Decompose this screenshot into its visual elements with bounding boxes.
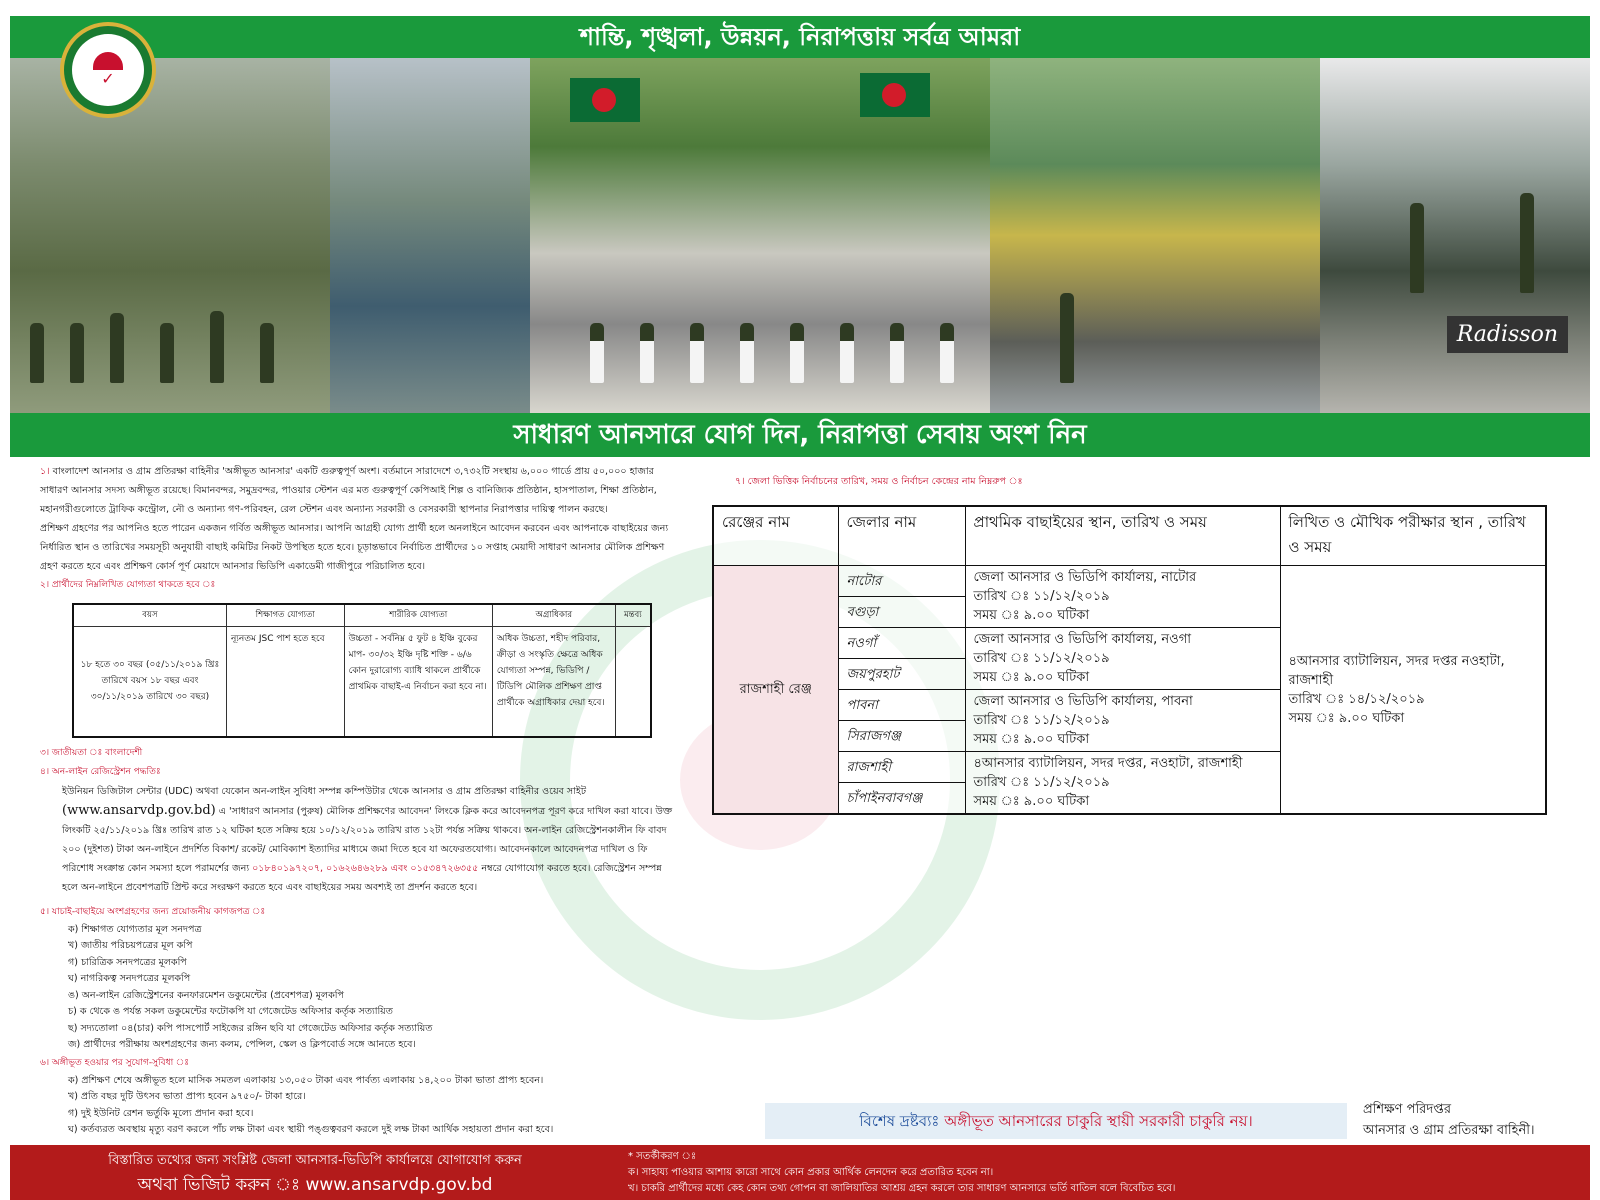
photo-collage (10, 58, 1590, 413)
section-4-line-1: ইউনিয়ন ডিজিটাল সেন্টার (UDC) অথবা যেকোন অন-লাইন সুবিধা সম্পন্ন কম্পিউটার থেকে আনসার ও গ্রাম প্রতিরক্ষা বাহিনীর ওয়েব সাইট (62, 785, 587, 797)
section-1-text-2: প্রশিক্ষণ গ্রহণের পর আপনিও হতে পারেন একজন গর্বিত অঙ্গীভূত আনসার। আপনি আগ্রহী যোগ্য প্রার্থী হলে অনলাইনে আবেদন করবেন এবং আপনাকে বাছাইয়ের জন্য নির্ধারিত স্থান ও তারিখের সময়সূচী অনুযায়ী বাছাই কমিটির নিকট উপস্থিত হতে হবে। চূড়ান্তভাবে নির্বাচিত প্রার্থীদের ১০ সপ্তাহ মেয়াদী সাধারণ আনসার মৌলিক প্রশিক্ষণ গ্রহণ করতে হবে এবং প্রশিক্ষণ কোর্স পূর্ণ মেয়াদে আনসার ভিডিপি একাডেমী গাজীপুরে পরিচালিত হবে। (40, 523, 669, 572)
col-priority: অগ্রাধিকার (492, 604, 615, 627)
range-cell: রাজশাহী রেঞ্জ (713, 566, 838, 815)
footer-warning (628, 1149, 1578, 1197)
section-4-line-2: এ 'সাধারণ আনসার (পুরুষ) মৌলিক প্রশিক্ষণের আবেদন' লিংকে ক্লিক করে আবেদনপত্র পূরণ করে দাখিল করা যাবে। উক্ত লিংকটি ২৫/১১/২০১৯ খ্রিঃ তারিখ রাত ১২ ঘটিকা হতে সক্রিয় হয়ে ১০/১২/২০১৯ তারিখ রাত ১২টা পর্যন্ত সক্রিয় থাকবে। অন-লাইন রেজিস্ট্রেশনকালীন ফি বাবদ ২০০ (দুইশত) টাকা অন-লাইনে প্রদর্শিত বিকাশ/ রকেট/ মোবিক্যাশ ইত্যাদির মাধ্যমে জমা দিতে হবে যা অফেরতযোগ্য। আবেদনকালে আবেদনপত্র দাখিল ও ফি পরিশোধ সংক্রান্ত কোন সমস্যা হলে পরামর্শের জন্য (62, 805, 673, 874)
section-5-title: ৫। যাচাই-বাছাইয়ে অংশগ্রহণের জন্য প্রয়োজনীয় কাগজপত্র ঃ (40, 906, 266, 917)
district-cell: জয়পুরহাট (838, 659, 965, 690)
venue-cell (965, 752, 1280, 815)
soldier-figure (70, 323, 84, 383)
parade-soldier (690, 323, 704, 383)
list-item: ক) শিক্ষাগত যোগ্যতার মূল সনদপত্র (68, 923, 202, 935)
district-cell: রাজশাহী (838, 752, 965, 783)
photo-hotel-guards (1320, 58, 1590, 413)
written-exam-cell (1280, 566, 1546, 815)
venue-time: সময় ঃ ৯.০০ ঘটিকা (973, 670, 1090, 685)
venue-date: তারিখ ঃ ১১/১২/২০১৯ (973, 775, 1110, 790)
district-cell: চাঁপাইনবাবগঞ্জ (838, 783, 965, 814)
note-text: অঙ্গীভূত আনসারের চাকুরি স্থায়ী সরকারী চাকুরি নয়। (944, 1112, 1253, 1130)
benefits-list (40, 1073, 680, 1139)
district-cell: সিরাজগঞ্জ (838, 721, 965, 752)
venue-place: জেলা আনসার ও ভিডিপি কার্যালয়, নওগা (973, 632, 1191, 647)
district-cell: নাটোর (838, 566, 965, 597)
logo-emblem (72, 34, 144, 106)
district-cell: পাবনা (838, 690, 965, 721)
footer-website-link[interactable]: অথবা ভিজিট করুন ঃ www.ansarvdp.gov.bd (137, 1175, 493, 1195)
list-item: ঙ) অন-লাইন রেজিস্ট্রেশনের কনফারমেশন ডকুমেন্টের (প্রবেশপত্র) মূলকপি (68, 989, 344, 1001)
col-physical: শারীরিক যোগ্যতা (344, 604, 492, 627)
warning-title: * সতর্কীকরণ ঃ (628, 1151, 697, 1162)
guard-figure (1520, 193, 1534, 293)
selection-schedule-table (712, 505, 1547, 815)
logo-mark-icon: ✓ (101, 69, 115, 88)
venue-place: ৪আনসার ব্যাটালিয়ন, সদর দপ্তর, নওহাটা, রাজশাহী (973, 756, 1243, 771)
col-written-viva: লিখিত ও মৌখিক পরীক্ষার স্থান , তারিখ ও সময় (1280, 506, 1546, 566)
warning-item: খ। চাকরি প্রার্থীদের মধ্যে কেহ কোন তথ্য গোপন বা জালিয়াতির আশ্রয় গ্রহন করলে তার সাধারণ আনসারে ভর্তি বাতিল বলে বিবেচিত হবে। (628, 1183, 1176, 1194)
section-2-title: ২। প্রার্থীদের নিম্নলিখিত যোগ্যতা থাকতে হবে ঃ (40, 580, 216, 590)
venue-cell (965, 566, 1280, 628)
list-item: ঘ) নাগরিকত্ব সনদপত্রের মূলকপি (68, 973, 191, 984)
note-label: বিশেষ দ্রষ্টব্যঃ (859, 1112, 940, 1130)
section-4-line-3: নম্বরে যোগাযোগ করতে হবে। রেজিস্ট্রেশন সম্পন্ন হলে অন-লাইনে প্রবেশপত্রটি প্রিন্ট করে সংরক্ষণ করতে হবে এবং বাছাইয়ের সময় অবশ্যই তা প্রদর্শন করতে হবে। (62, 862, 662, 893)
photo-traffic-control (990, 58, 1320, 413)
photo-shooting-practice (330, 58, 530, 413)
footer-contact-text: বিস্তারিত তথ্যের জন্য সংশ্লিষ্ট জেলা আনসার-ভিডিপি কার্যালয়ে যোগাযোগ করুন (108, 1153, 522, 1168)
traffic-ansar-figure (1060, 293, 1074, 383)
venue-time: সময় ঃ ৯.০০ ঘটিকা (973, 608, 1090, 623)
list-item: চ) ক থেকে ঙ পর্যন্ত সকল ডকুমেন্টের ফটোকপি যা গেজেটেড অফিসার কর্তৃক সত্যায়িত (68, 1006, 393, 1017)
col-range: রেঞ্জের নাম (713, 506, 838, 566)
section-4-body (40, 782, 680, 897)
slogan-band (10, 16, 1590, 58)
venue-date: তারিখ ঃ ১১/১২/২০১৯ (973, 713, 1110, 728)
written-time: সময় ঃ ৯.০০ ঘটিকা (1288, 710, 1405, 726)
soldier-figure (30, 323, 44, 383)
venue-place: জেলা আনসার ও ভিডিপি কার্যালয়, পাবনা (973, 694, 1193, 709)
soldier-figure (160, 323, 174, 383)
venue-date: তারিখ ঃ ১১/১২/২০১৯ (973, 651, 1110, 666)
written-date: তারিখ ঃ ১৪/১২/২০১৯ (1288, 691, 1425, 707)
footer-bar (10, 1145, 1590, 1200)
venue-date: তারিখ ঃ ১১/১২/২০১৯ (973, 589, 1110, 604)
list-item: ছ) সদ্যতোলা ০৪(চার) কপি পাসপোর্ট সাইজের রঙ্গিন ছবি যা গেজেটেড অফিসার কর্তৃক সত্যায়িত (68, 1022, 433, 1034)
ansar-vdp-logo (60, 22, 156, 118)
section-1-number: ১। (40, 466, 50, 477)
bangladesh-flag (570, 78, 640, 122)
col-district: জেলার নাম (838, 506, 965, 566)
list-item: জ) প্রার্থীদের পরীক্ষায় অংশগ্রহণের জন্য কলম, পেন্সিল, স্কেল ও ক্লিপবোর্ড সঙ্গে আনতে হবে। (68, 1039, 416, 1050)
list-item: ক) প্রশিক্ষণ শেষে অঙ্গীভূত হলে মাসিক সমতল এলাকায় ১৩,০৫০ টাকা এবং পার্বত্য এলাকায় ১৪,২০০ টাকা ভাতা প্রাপ্য হবেন। (68, 1074, 544, 1086)
section-1-text: বাংলাদেশ আনসার ও গ্রাম প্রতিরক্ষা বাহিনীর 'অঙ্গীভূত আনসার' একটি গুরুত্বপূর্ণ অংশ। বর্তমানে সারাদেশে ৩,৭৩২টি সংস্থায় ৬,০০০ গার্ডে প্রায় ৫০,০০০ হাজার সাধারণ আনসার সদস্য অঙ্গীভূত রয়েছে। বিমানবন্দর, সমুদ্রবন্দর, পাওয়ার স্টেশন এর মত গুরুত্বপূর্ণ কেপিআই শিল্প ও বানিজ্যিক প্রতিষ্ঠান, হাসপাতাল, শিক্ষা প্রতিষ্ঠান, মহানগরীগুলোতে ট্রাফিক কন্ট্রোল, নৌ ও অন্যান্য গণ-পরিবহন, রেল স্টেশন এবং অন্যান্য সরকারী ও বেসরকারী স্থাপনার নিরাপত্তার দায়িত্ব পালন করছে। (40, 466, 657, 515)
remarks-cell (615, 627, 651, 737)
photo-marching-trainees (10, 58, 330, 413)
warning-item: ক। সাহায্য পাওয়ার আশায় কারো সাথে কোন প্রকার আর্থিক লেনদেন করে প্রতারিত হবেন না। (628, 1167, 994, 1178)
parade-soldier (640, 323, 654, 383)
parade-soldier (940, 323, 954, 383)
special-note (765, 1103, 1347, 1139)
district-cell: নওগাঁ (838, 628, 965, 659)
list-item: গ) দুই ইউনিট রেশন ভর্তুকি মূল্যে প্রদান করা হবে। (68, 1107, 254, 1119)
education-cell: ন্যূনতম JSC পাশ হতে হবে (226, 627, 344, 737)
list-item: গ) চারিত্রিক সনদপত্রের মূলকপি (68, 956, 187, 968)
venue-place: জেলা আনসার ও ভিডিপি কার্যালয়, নাটোর (973, 570, 1197, 585)
bangladesh-flag (860, 73, 930, 117)
col-education: শিক্ষাগত যোগ্যতা (226, 604, 344, 627)
logo-sun-icon (93, 52, 123, 70)
soldier-figure (260, 323, 274, 383)
soldier-figure (210, 311, 224, 383)
parade-soldier (740, 323, 754, 383)
venue-cell (965, 628, 1280, 690)
physical-cell: উচ্চতা - সর্বনিম্ন ৫ ফুট ৪ ইঞ্চি বুকের মাপ- ৩০/৩২ ইঞ্চি দৃষ্টি শক্তি - ৬/৬ কোন দুরারোগ্য ব্যাধি থাকলে প্রার্থীকে প্রাথমিক বাছাই-এ নির্বাচন করা হবে না। (344, 627, 492, 737)
venue-cell (965, 690, 1280, 752)
signature-block (1363, 1099, 1535, 1141)
col-preliminary: প্রাথমিক বাছাইয়ের স্থান, তারিখ ও সময় (965, 506, 1280, 566)
district-cell: বগুড়া (838, 597, 965, 628)
section-1 (40, 462, 680, 519)
guard-figure (1410, 203, 1424, 293)
photo-parade (530, 58, 990, 413)
parade-soldier (590, 323, 604, 383)
banner-text: সাধারণ আনসারে যোগ দিন, নিরাপত্তা সেবায় অংশ নিন (513, 420, 1087, 450)
col-age: বয়স (73, 604, 226, 627)
priority-cell: অধিক উচ্চতা, শহীদ পরিবার, ক্রীড়া ও সংস্কৃতি ক্ষেত্রে অধিক যোগ্যতা সম্পন্ন, ভিডিপি / টিডিপি মৌলিক প্রশিক্ষণ প্রাপ্ত প্রার্থীকে অগ্রাধিকার দেয়া হবে। (492, 627, 615, 737)
parade-soldier (790, 323, 804, 383)
section-3: ৩। জাতীয়তা ঃ বাংলাদেশী (40, 747, 143, 758)
website-link[interactable]: (www.ansarvdp.gov.bd) (62, 802, 216, 818)
section-6-title: ৬। অঙ্গীভূত হওয়ার পর সুযোগ-সুবিধা ঃ (40, 1057, 189, 1068)
left-column (40, 462, 680, 1139)
section-4-title: ৪। অন-লাইন রেজিস্ট্রেশন পদ্ধতিঃ (40, 766, 161, 777)
signature-line-2: আনসার ও গ্রাম প্রতিরক্ষা বাহিনী। (1363, 1123, 1535, 1138)
helpline-numbers: ০১৮৪০১৯৭২০৭, ০১৬২৬৪৬২৮৯ এবং ০১৫৩৪৭২৬৩৫৫ (252, 862, 479, 874)
venue-time: সময় ঃ ৯.০০ ঘটিকা (973, 732, 1090, 747)
recruitment-banner (10, 413, 1590, 457)
eligibility-table (72, 603, 652, 738)
col-remarks: মন্তব্য (615, 604, 651, 627)
footer-contact (10, 1145, 620, 1200)
documents-list (40, 922, 680, 1054)
parade-soldier (890, 323, 904, 383)
list-item: ঘ) কর্তব্যরত অবস্থায় মৃত্যু বরণ করলে পাঁচ লক্ষ টাকা এবং স্থায়ী পঙ্গুত্ববরণ করলে দুই লক্ষ টাকা আর্থিক সহায়তা প্রদান করা হবে। (68, 1124, 554, 1135)
age-cell: ১৮ হতে ৩০ বছর (০৫/১১/২০১৯ খ্রিঃ তারিখে বয়স ১৮ বছর এবং ৩০/১১/২০১৯ তারিখে ৩০ বছর) (73, 627, 226, 737)
written-place: ৪আনসার ব্যাটালিয়ন, সদর দপ্তর নওহাটা, রাজশাহী (1288, 653, 1505, 688)
venue-time: সময় ঃ ৯.০০ ঘটিকা (973, 794, 1090, 809)
list-item: খ) জাতীয় পরিচয়পত্রের মূল কপি (68, 940, 193, 951)
slogan-text: শান্তি, শৃঙ্খলা, উন্নয়ন, নিরাপত্তায় সর্বত্র আমরা (579, 23, 1021, 51)
section-7-title: ৭। জেলা ভিত্তিক নির্বাচনের তারিখ, সময় ও নির্বাচন কেন্দ্রের নাম নিম্নরুপ ঃ (735, 476, 1023, 487)
hotel-sign: Radisson (1447, 316, 1568, 353)
parade-soldier (840, 323, 854, 383)
signature-line-1: প্রশিক্ষণ পরিদপ্তর (1363, 1102, 1451, 1117)
soldier-figure (110, 313, 124, 383)
list-item: খ) প্রতি বছর দুটি উৎসব ভাতা প্রাপ্য হবেন ৯৭৫০/- টাকা হারে। (68, 1091, 306, 1102)
